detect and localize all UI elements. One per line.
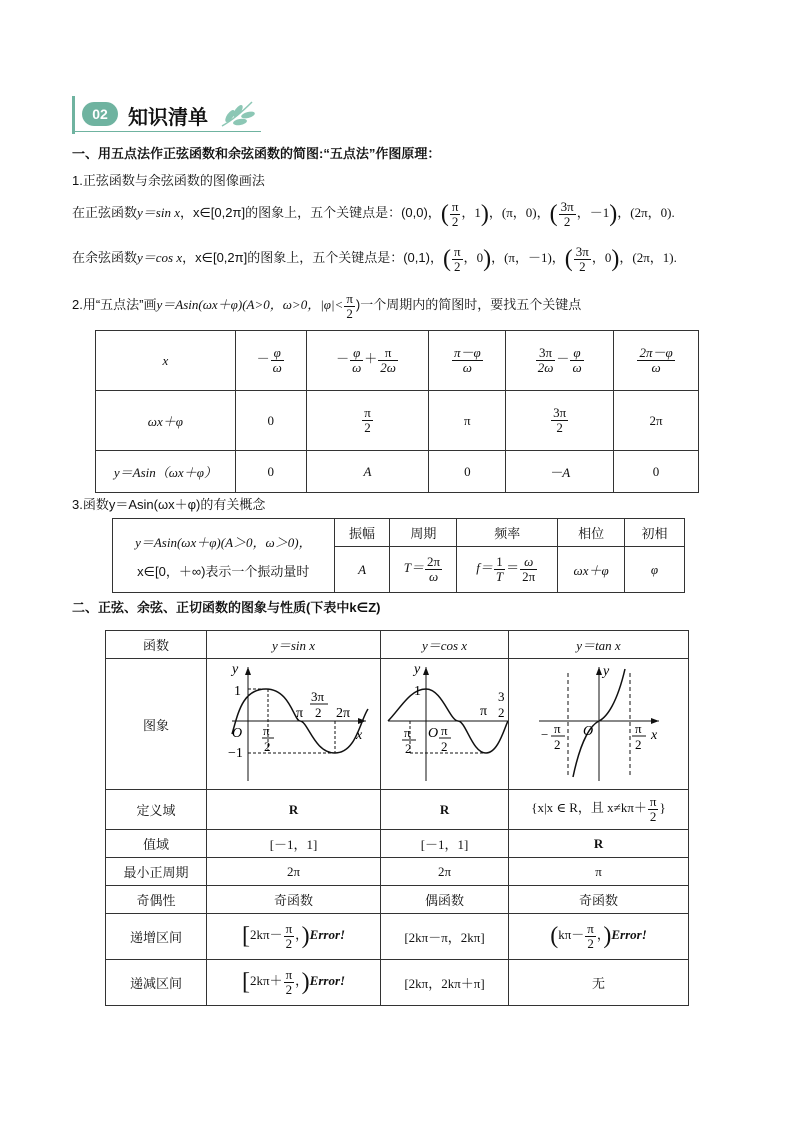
cos-decreasing: [2kπ，2kπ＋π] <box>381 960 509 1006</box>
table-row <box>106 960 689 1006</box>
pt: ，(2π，0). <box>617 205 675 220</box>
pt: ，(π，－1)， <box>491 250 565 265</box>
val: －1 <box>589 205 610 220</box>
initial-phase-value: φ <box>625 547 685 593</box>
section3-heading: 3.函数y＝Asin(ωx＋φ)的有关概念 <box>72 497 266 512</box>
row-label-phase: ωx＋φ <box>96 391 236 451</box>
table-row <box>106 858 689 886</box>
header-function: 函数 <box>106 631 207 659</box>
table-row <box>106 790 689 830</box>
sin-graph-cell <box>207 659 381 790</box>
phase-cell-4: $\frac{3\pi}{2}$ <box>506 391 614 451</box>
cos-increasing: [2kπ－π，2kπ] <box>381 914 509 960</box>
header-cos: y＝cos x <box>381 631 509 659</box>
table-row <box>96 391 699 451</box>
table-row <box>106 631 689 659</box>
row-label-parity: 奇偶性 <box>106 886 207 914</box>
section1-sub1: 1.正弦函数与余弦函数的图像画法 <box>72 173 265 188</box>
graph-label: 2 <box>263 739 271 754</box>
table-row <box>106 830 689 858</box>
graph-label: O <box>427 726 438 741</box>
sub2-tail: )一个周期内的简图时，要找五个关键点 <box>355 297 582 312</box>
graph-label: 2 <box>553 737 560 752</box>
table-row <box>113 519 685 547</box>
graph-label: π <box>403 725 411 740</box>
table-row <box>106 886 689 914</box>
graph-label: 2π <box>335 706 350 721</box>
paren: ( <box>564 246 573 273</box>
sin-func: y＝sin x <box>137 205 180 220</box>
tan-graph-cell <box>509 659 689 790</box>
graph-label: x <box>355 728 362 743</box>
x-cell-3: $\frac{\pi-\varphi}{\omega}$ <box>429 331 506 391</box>
concept-left-line2: x∈[0，＋∞)表示一个振动量时 <box>137 563 310 579</box>
cos-graph-cell <box>381 659 509 790</box>
val: 1 <box>474 205 481 220</box>
col-header-period: 周期 <box>390 519 457 547</box>
concept-table <box>112 518 685 593</box>
graph-label: y <box>602 664 609 679</box>
y-cell-2: A <box>306 451 429 493</box>
row-label-domain: 定义域 <box>106 790 207 830</box>
sin-period: 2π <box>207 858 381 886</box>
graph-label: 2 <box>497 705 505 720</box>
graph-label: 3π <box>310 689 324 704</box>
header-accent-bar <box>72 96 75 134</box>
col-header-phase: 相位 <box>558 519 625 547</box>
graph-label: 2 <box>440 739 448 754</box>
frac-pi-2: $\frac{\pi}{2}$ <box>453 243 461 274</box>
paren: ) <box>480 201 489 228</box>
header-sin: y＝sin x <box>207 631 381 659</box>
graph-label: −1 <box>227 746 243 761</box>
paren: ( <box>440 201 449 228</box>
graph-label: 1 <box>413 684 421 699</box>
x-cell-1: － $\frac{\varphi}{\omega}$ <box>235 331 306 391</box>
phase-value: ωx＋φ <box>558 547 625 593</box>
table-row <box>96 331 699 391</box>
cos-key-points-line: 在余弦函数y＝cos x，x∈[0,2π]的图象上，五个关键点是：(0,1)，( $\frac{\pi}{2}$ ，0)，(π，－1)，( $\frac{3\pi}{2}$ ，0)，(2π，1). <box>72 243 677 274</box>
frac-pi-2: $\frac{\pi}{2}$ <box>346 290 353 321</box>
y-cell-4: －A <box>506 451 614 493</box>
graph-label: 2 <box>314 705 322 720</box>
properties-table <box>105 630 689 1006</box>
sin-decreasing: [2kπ＋ $\frac{\pi}{2}$ ，)Error! <box>207 960 381 1006</box>
graph-label: 2 <box>634 737 641 752</box>
tan-range: R <box>509 830 689 858</box>
sin-range: [－1，1] <box>207 830 381 858</box>
row-label-increasing: 递增区间 <box>106 914 207 960</box>
graph-label: 2 <box>404 741 412 756</box>
leaf-icon <box>218 98 258 130</box>
pt: ，(π，0)， <box>488 205 550 220</box>
graph-label: O <box>231 726 242 741</box>
phase-cell-3: π <box>429 391 506 451</box>
y-cell-5: 0 <box>614 451 699 493</box>
row-label-y: y＝Asin（ωx＋φ） <box>96 451 236 493</box>
col-header-initial-phase: 初相 <box>625 519 685 547</box>
graph-label: 3 <box>497 689 505 704</box>
concept-left-line1: y＝Asin(ωx＋φ)(A＞0，ω＞0)， <box>135 534 312 550</box>
error-text: Error! <box>309 927 346 943</box>
section1-sub2 <box>72 288 581 322</box>
graph-label: π <box>295 706 303 721</box>
graph-label: π <box>440 723 448 738</box>
y-cell-3: 0 <box>429 451 506 493</box>
cos-period: 2π <box>381 858 509 886</box>
x-cell-5: $\frac{2\pi-\varphi}{\omega}$ <box>614 331 699 391</box>
tan-decreasing: 无 <box>509 960 689 1006</box>
amplitude-value: A <box>334 547 390 593</box>
sin-key-points-line: 在正弦函数y＝sin x，x∈[0,2π]的图象上，五个关键点是：(0,0)，( $\frac{\pi}{2}$ ，1)，(π，0)，( $\frac{3\pi}{2}$ ，－1)，(2π，0). <box>72 198 675 229</box>
five-point-table <box>95 330 699 493</box>
paren: ) <box>483 246 492 273</box>
sin-mid: ，x∈[0,2π]的图象上，五个关键点是：(0,0)， <box>179 205 441 220</box>
section-header <box>72 96 262 136</box>
header-bottom-line <box>75 131 261 132</box>
x-cell-4: $\frac{3\pi}{2\omega}$ － $\frac{\varphi}{\omega}$ <box>506 331 614 391</box>
frac-3pi-2: $\frac{3\pi}{2}$ <box>575 243 589 274</box>
section-number-badge: 02 <box>82 102 118 126</box>
phase-cell-1: 0 <box>235 391 306 451</box>
paren: ( <box>442 246 451 273</box>
graph-label: π <box>262 723 270 738</box>
graph-label: 1 <box>233 684 241 699</box>
cos-graph <box>382 659 508 785</box>
graph-label: y <box>231 662 238 677</box>
phase-cell-2: $\frac{\pi}{2}$ <box>306 391 429 451</box>
header-tan: y＝tan x <box>509 631 689 659</box>
row-label-x: x <box>96 331 236 391</box>
row-label-period: 最小正周期 <box>106 858 207 886</box>
tan-increasing: (kπ－ $\frac{\pi}{2}$ ，)Error! <box>509 914 689 960</box>
graph-label: y <box>413 662 420 677</box>
graph-label: − <box>540 727 548 742</box>
y-cell-1: 0 <box>235 451 306 493</box>
frac-3pi-2: $\frac{3\pi}{2}$ <box>560 198 574 229</box>
cos-mid: ，x∈[0,2π]的图象上，五个关键点是：(0,1)， <box>182 250 443 265</box>
graph-label: O <box>582 724 593 739</box>
row-label-decreasing: 递减区间 <box>106 960 207 1006</box>
graph-label: x <box>650 728 657 743</box>
table-row <box>106 659 689 790</box>
graph-label: π <box>553 721 561 736</box>
concept-left-cell <box>113 519 335 593</box>
tan-domain: {x|x ∈ R，且 x≠kπ＋ $\frac{\pi}{2}$ } <box>509 790 689 830</box>
table-row <box>96 451 699 493</box>
cos-domain: R <box>381 790 509 830</box>
tan-parity: 奇函数 <box>509 886 689 914</box>
sin-parity: 奇函数 <box>207 886 381 914</box>
col-header-amplitude: 振幅 <box>334 519 390 547</box>
cos-lead: 在余弦函数 <box>72 250 138 265</box>
sin-lead: 在正弦函数 <box>72 205 138 220</box>
sub2-func: y＝Asin(ωx＋φ)(A>0，ω>0，|φ|< <box>156 297 344 312</box>
tan-graph <box>511 659 687 785</box>
sin-domain: R <box>207 790 381 830</box>
sin-increasing: [2kπ－ $\frac{\pi}{2}$ ，)Error! <box>207 914 381 960</box>
paren: ( <box>549 201 558 228</box>
phase-cell-5: 2π <box>614 391 699 451</box>
col-header-frequency: 频率 <box>457 519 558 547</box>
section2-heading: 二、正弦、余弦、正切函数的图象与性质(下表中k∈Z) <box>72 600 381 615</box>
section1-heading: 一、用五点法作正弦函数和余弦函数的简图:“五点法”作图原理： <box>72 146 441 161</box>
cos-parity: 偶函数 <box>381 886 509 914</box>
frequency-value: f＝ $\frac{1}{T}$ ＝ $\frac{\omega}{2\pi}$ <box>457 547 558 593</box>
val: 0 <box>604 250 612 265</box>
graph-label: π <box>634 721 642 736</box>
section-title: 知识清单 <box>128 107 208 129</box>
paren: ) <box>609 201 618 228</box>
cos-range: [－1，1] <box>381 830 509 858</box>
period-value: T＝ $\frac{2\pi}{\omega}$ <box>390 547 457 593</box>
table-row <box>106 914 689 960</box>
pt: ，(2π，1). <box>619 250 677 265</box>
cos-func: y＝cos x <box>137 250 183 265</box>
x-cell-2: － $\frac{\varphi}{\omega}$ ＋ $\frac{\pi}{2\omega}$ <box>306 331 429 391</box>
graph-label: π <box>479 704 487 719</box>
frac-pi-2: $\frac{\pi}{2}$ <box>451 198 459 229</box>
sub2-lead: 2.用“五点法”画 <box>72 297 157 312</box>
error-text: Error! <box>611 927 647 943</box>
row-label-range: 值域 <box>106 830 207 858</box>
paren: ) <box>611 246 620 273</box>
val: 0 <box>476 250 484 265</box>
row-label-graph: 图象 <box>106 659 207 790</box>
error-text: Error! <box>309 973 346 989</box>
sin-graph <box>208 659 380 785</box>
tan-period: π <box>509 858 689 886</box>
